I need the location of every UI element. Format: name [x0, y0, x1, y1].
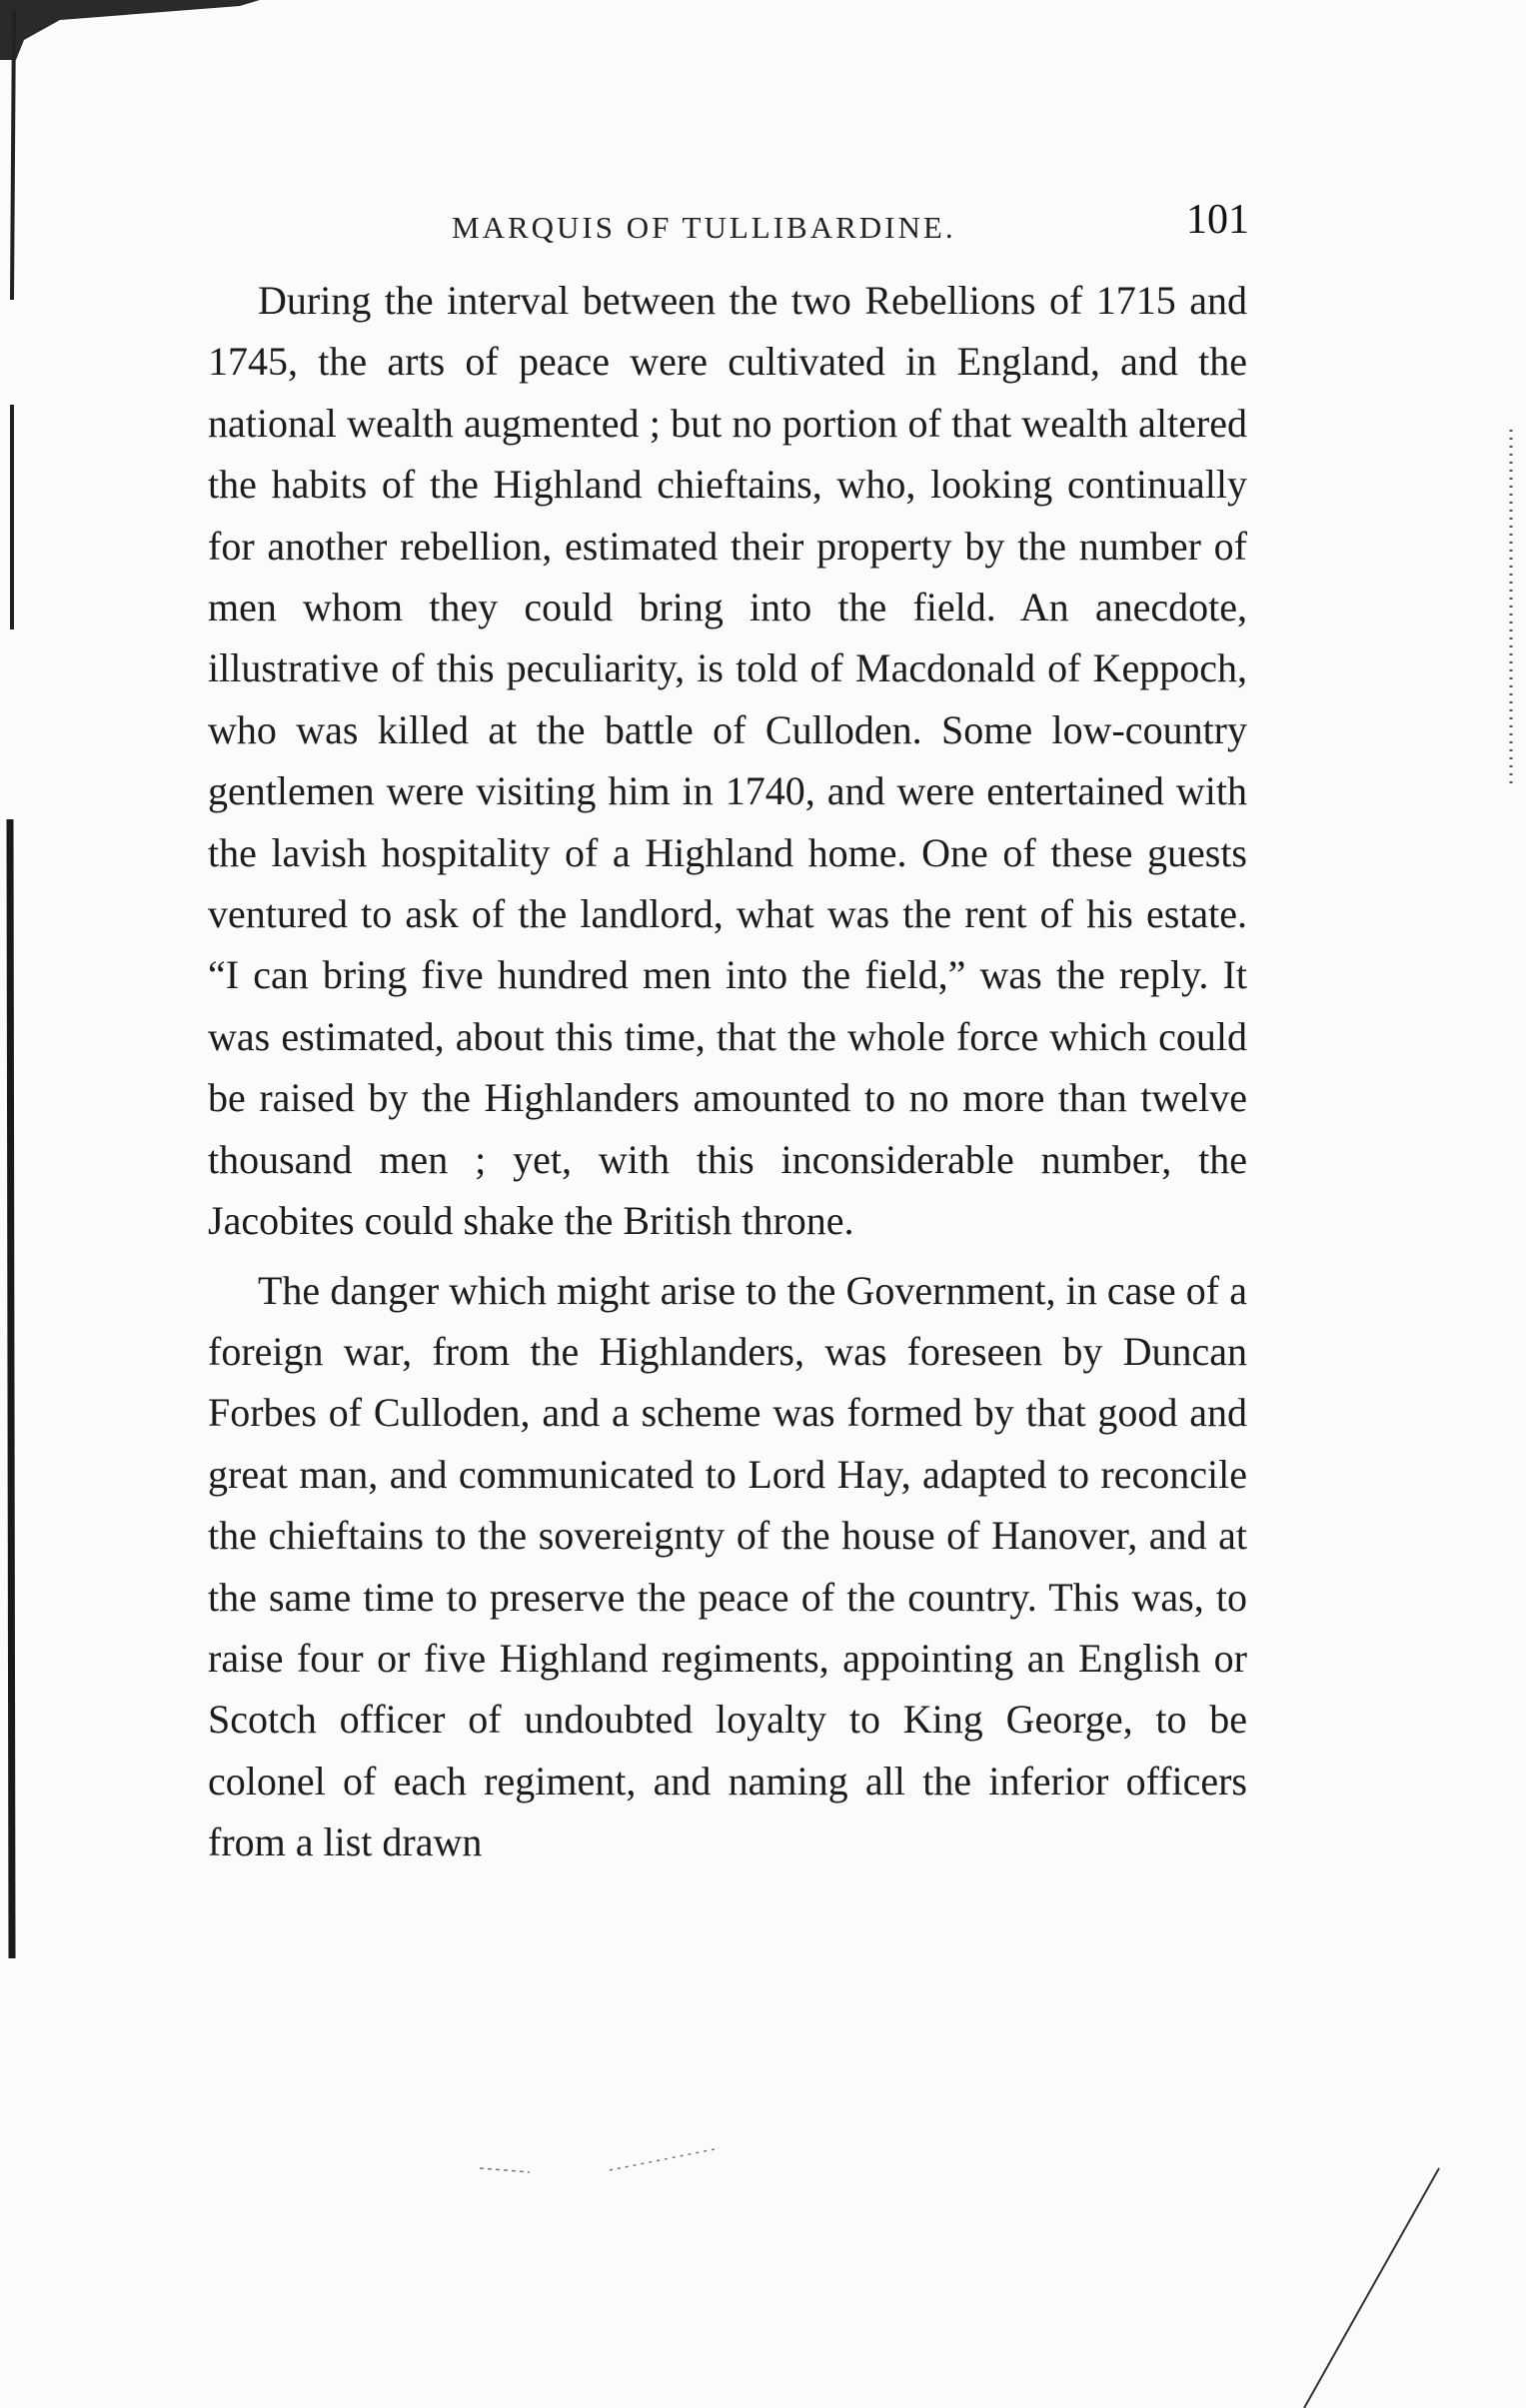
paragraph-1: During the interval between the two Rebellions of 1715 and 1745, the arts of peace were cultivated in England, and the national wealth augmented ; but no portion of that wealth altered the habits of the Highland chieftains, who, looking continually for another rebellion, estimated their property by the number of men whom they could bring into the field. An anecdote, illustrative of this peculiarity, is told of Macdonald of Keppoch, who was killed at the battle of Culloden. Some low-country gentlemen were visiting him in 1740, and were entertained with the lavish hospitality of a Highland home. One of these guests ventured to ask of the landlord, what was the rent of his estate. “I can bring five hundred men into the field,” was the reply. It was estimated, about this time, that the whole force which could be raised by the Highlanders amounted to no more than twelve thousand men ; yet, with this inconsiderable number, the Jacobites could shake the British throne. — [208, 278, 1247, 1244]
running-head: MARQUIS OF TULLIBARDINE. — [452, 210, 956, 245]
page-number: 101 — [1186, 197, 1249, 243]
body-text — [208, 270, 1247, 1873]
page-header — [210, 192, 1249, 252]
paragraph-2: The danger which might arise to the Government, in case of a foreign war, from the Highlanders, was foreseen by Duncan Forbes of Culloden, and a scheme was formed by that good and great man, and communicated to Lord Hay, adapted to reconcile the chieftains to the sovereignty of the house of Hanover, and at the same time to preserve the peace of the country. This was, to raise four or five Highland regiments, appointing an English or Scotch officer of undoubted loyalty to King George, to be colonel of each regiment, and naming all the inferior officers from a list drawn — [208, 1267, 1247, 1865]
